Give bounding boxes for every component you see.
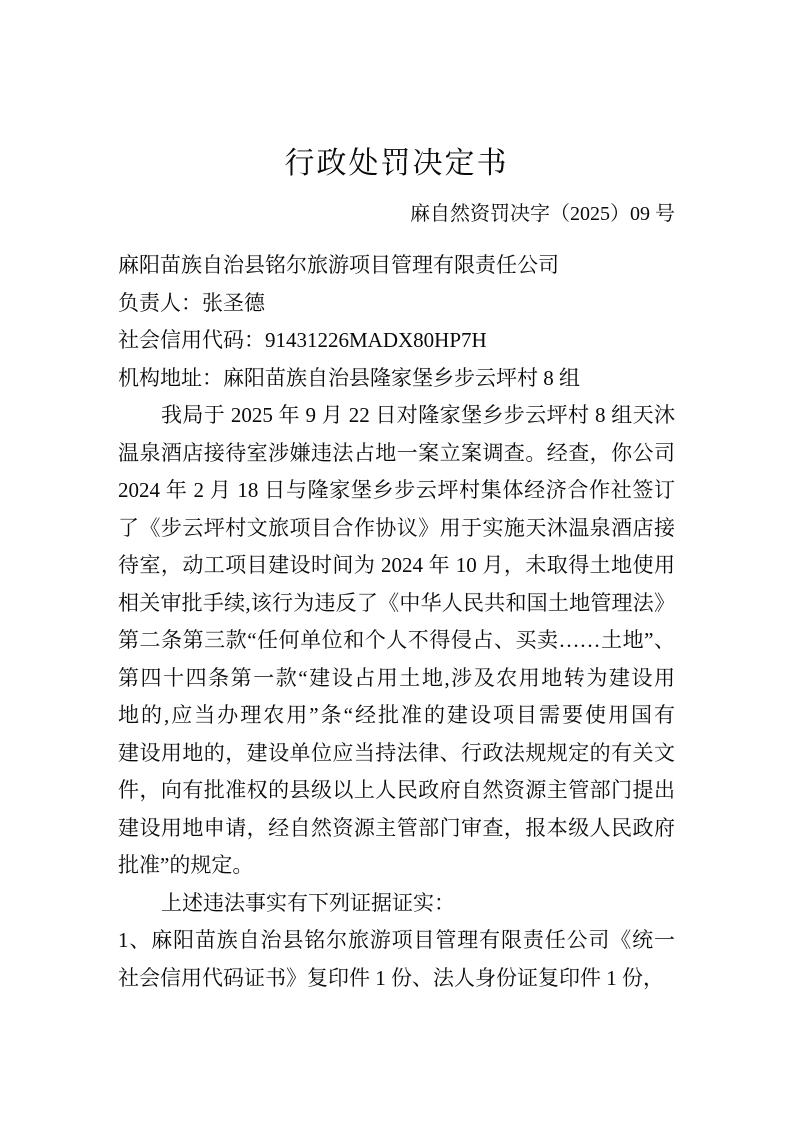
document-line: 批准”的规定。 xyxy=(118,853,254,877)
document-line-address: 机构地址：麻阳苗族自治县隆家堡乡步云坪村 8 组 xyxy=(118,365,580,390)
document-line: 我局于 2025 年 9 月 22 日对隆家堡乡步云坪村 8 组天沐 xyxy=(161,403,675,427)
document-line: 第四十四条第一款“建设占用土地,涉及农用地转为建设用 xyxy=(118,665,675,690)
document-line-credit-code: 社会信用代码：91431226MADX80HP7H xyxy=(118,328,487,352)
document-line-company: 麻阳苗族自治县铭尔旅游项目管理有限责任公司 xyxy=(118,253,559,277)
document-line: 建设用地的，建设单位应当持法律、行政法规规定的有关文 xyxy=(118,740,675,765)
document-line: 件，向有批准权的县级以上人民政府自然资源主管部门提出 xyxy=(118,778,675,802)
document-line-person: 负责人：张圣德 xyxy=(118,290,265,315)
document-line-evidence-heading: 上述违法事实有下列证据证实： xyxy=(161,890,455,915)
document-line-evidence-item: 社会信用代码证书》复印件 1 份、法人身份证复印件 1 份， xyxy=(118,965,664,990)
document-number: 麻自然资罚决字（2025）09 号 xyxy=(410,203,675,225)
document-line: 建设用地申请，经自然资源主管部门审查，报本级人民政府 xyxy=(118,815,675,840)
document-line: 2024 年 2 月 18 日与隆家堡乡步云坪村集体经济合作社签订 xyxy=(118,478,675,502)
document-title: 行政处罚决定书 xyxy=(284,147,509,180)
document-line: 相关审批手续,该行为违反了《中华人民共和国土地管理法》 xyxy=(118,590,675,615)
document-line: 地的,应当办理农用”条“经批准的建设项目需要使用国有 xyxy=(118,703,675,727)
document-body xyxy=(118,247,675,997)
document-line-evidence-item: 1、麻阳苗族自治县铭尔旅游项目管理有限责任公司《统一 xyxy=(118,928,675,952)
document-line: 了《步云坪村文旅项目合作协议》用于实施天沐温泉酒店接 xyxy=(118,515,675,540)
document-line: 第二条第三款“任何单位和个人不得侵占、买卖……土地”、 xyxy=(118,628,675,652)
document-line: 待室，动工项目建设时间为 2024 年 10 月，未取得土地使用 xyxy=(118,553,675,577)
document-line: 温泉酒店接待室涉嫌违法占地一案立案调查。经查，你公司 xyxy=(118,440,675,465)
